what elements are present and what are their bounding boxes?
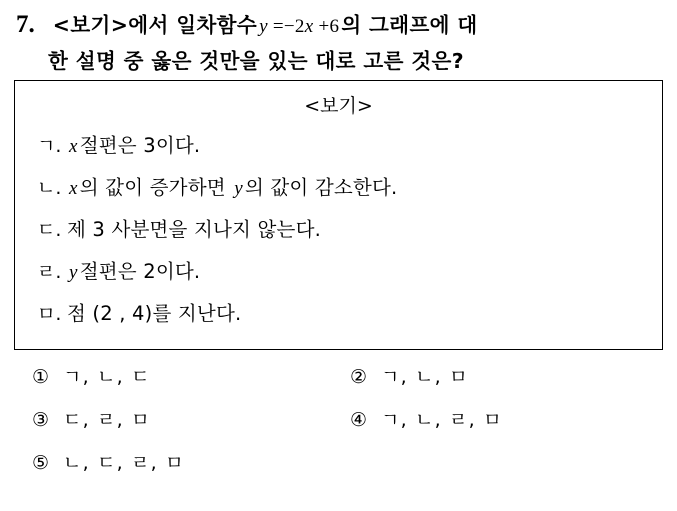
choice-option-5[interactable]	[14, 448, 332, 475]
choice-number: ⑤	[32, 452, 50, 474]
choice-number: ③	[32, 409, 50, 431]
choice-option-4[interactable]	[332, 405, 503, 432]
choice-label: ㄱ, ㄴ, ㄹ, ㅁ	[381, 409, 503, 431]
statement-label: ㄴ.	[37, 177, 62, 199]
choice-number: ②	[350, 366, 368, 388]
question-text-after-math: 의 그래프에 대	[341, 13, 478, 37]
box-title: <보기>	[304, 95, 373, 117]
statement-text: x 절편은 3이다.	[69, 134, 201, 157]
statement-text: x 의 값이 증가하면 y 의 값이 감소한다.	[69, 176, 398, 199]
statement-text: 점 (2 , 4)를 지난다.	[67, 302, 242, 325]
choice-row	[14, 405, 663, 432]
choice-number: ①	[32, 366, 50, 388]
choice-option-1[interactable]	[14, 362, 332, 389]
choice-number: ④	[350, 409, 368, 431]
choice-option-3[interactable]	[14, 405, 332, 432]
question-stem	[14, 8, 663, 74]
statements-box	[14, 80, 663, 350]
statement-item	[15, 298, 662, 326]
question-math-expression: y =−2x +6	[259, 16, 340, 37]
choice-row	[14, 362, 663, 389]
statement-label: ㄱ.	[37, 135, 62, 157]
choice-option-2[interactable]	[332, 362, 469, 389]
question-text-line2: 한 설명 중 옳은 것만을 있는 대로 고른 것은?	[48, 49, 465, 73]
statement-label: ㄹ.	[37, 261, 62, 283]
question-line-1	[16, 8, 663, 38]
choice-row	[14, 448, 663, 475]
question-line-2	[48, 44, 663, 74]
question-text-before-math: <보기>에서 일차함수	[52, 13, 258, 37]
statement-item	[15, 130, 662, 158]
statement-label: ㄷ.	[37, 219, 62, 241]
choice-label: ㄴ, ㄷ, ㄹ, ㅁ	[63, 452, 185, 474]
choice-label: ㄷ, ㄹ, ㅁ	[63, 409, 151, 431]
statement-item	[15, 172, 662, 200]
choice-label: ㄱ, ㄴ, ㄷ	[63, 366, 151, 388]
statement-text: 제 3 사분면을 지나지 않는다.	[67, 218, 322, 241]
answer-choices	[14, 362, 663, 475]
question-number: 7.	[16, 11, 35, 38]
statement-text: y 절편은 2이다.	[69, 260, 201, 283]
statement-label: ㅁ.	[37, 303, 62, 325]
choice-label: ㄱ, ㄴ, ㅁ	[381, 366, 469, 388]
statement-item	[15, 256, 662, 284]
statement-item	[15, 214, 662, 242]
